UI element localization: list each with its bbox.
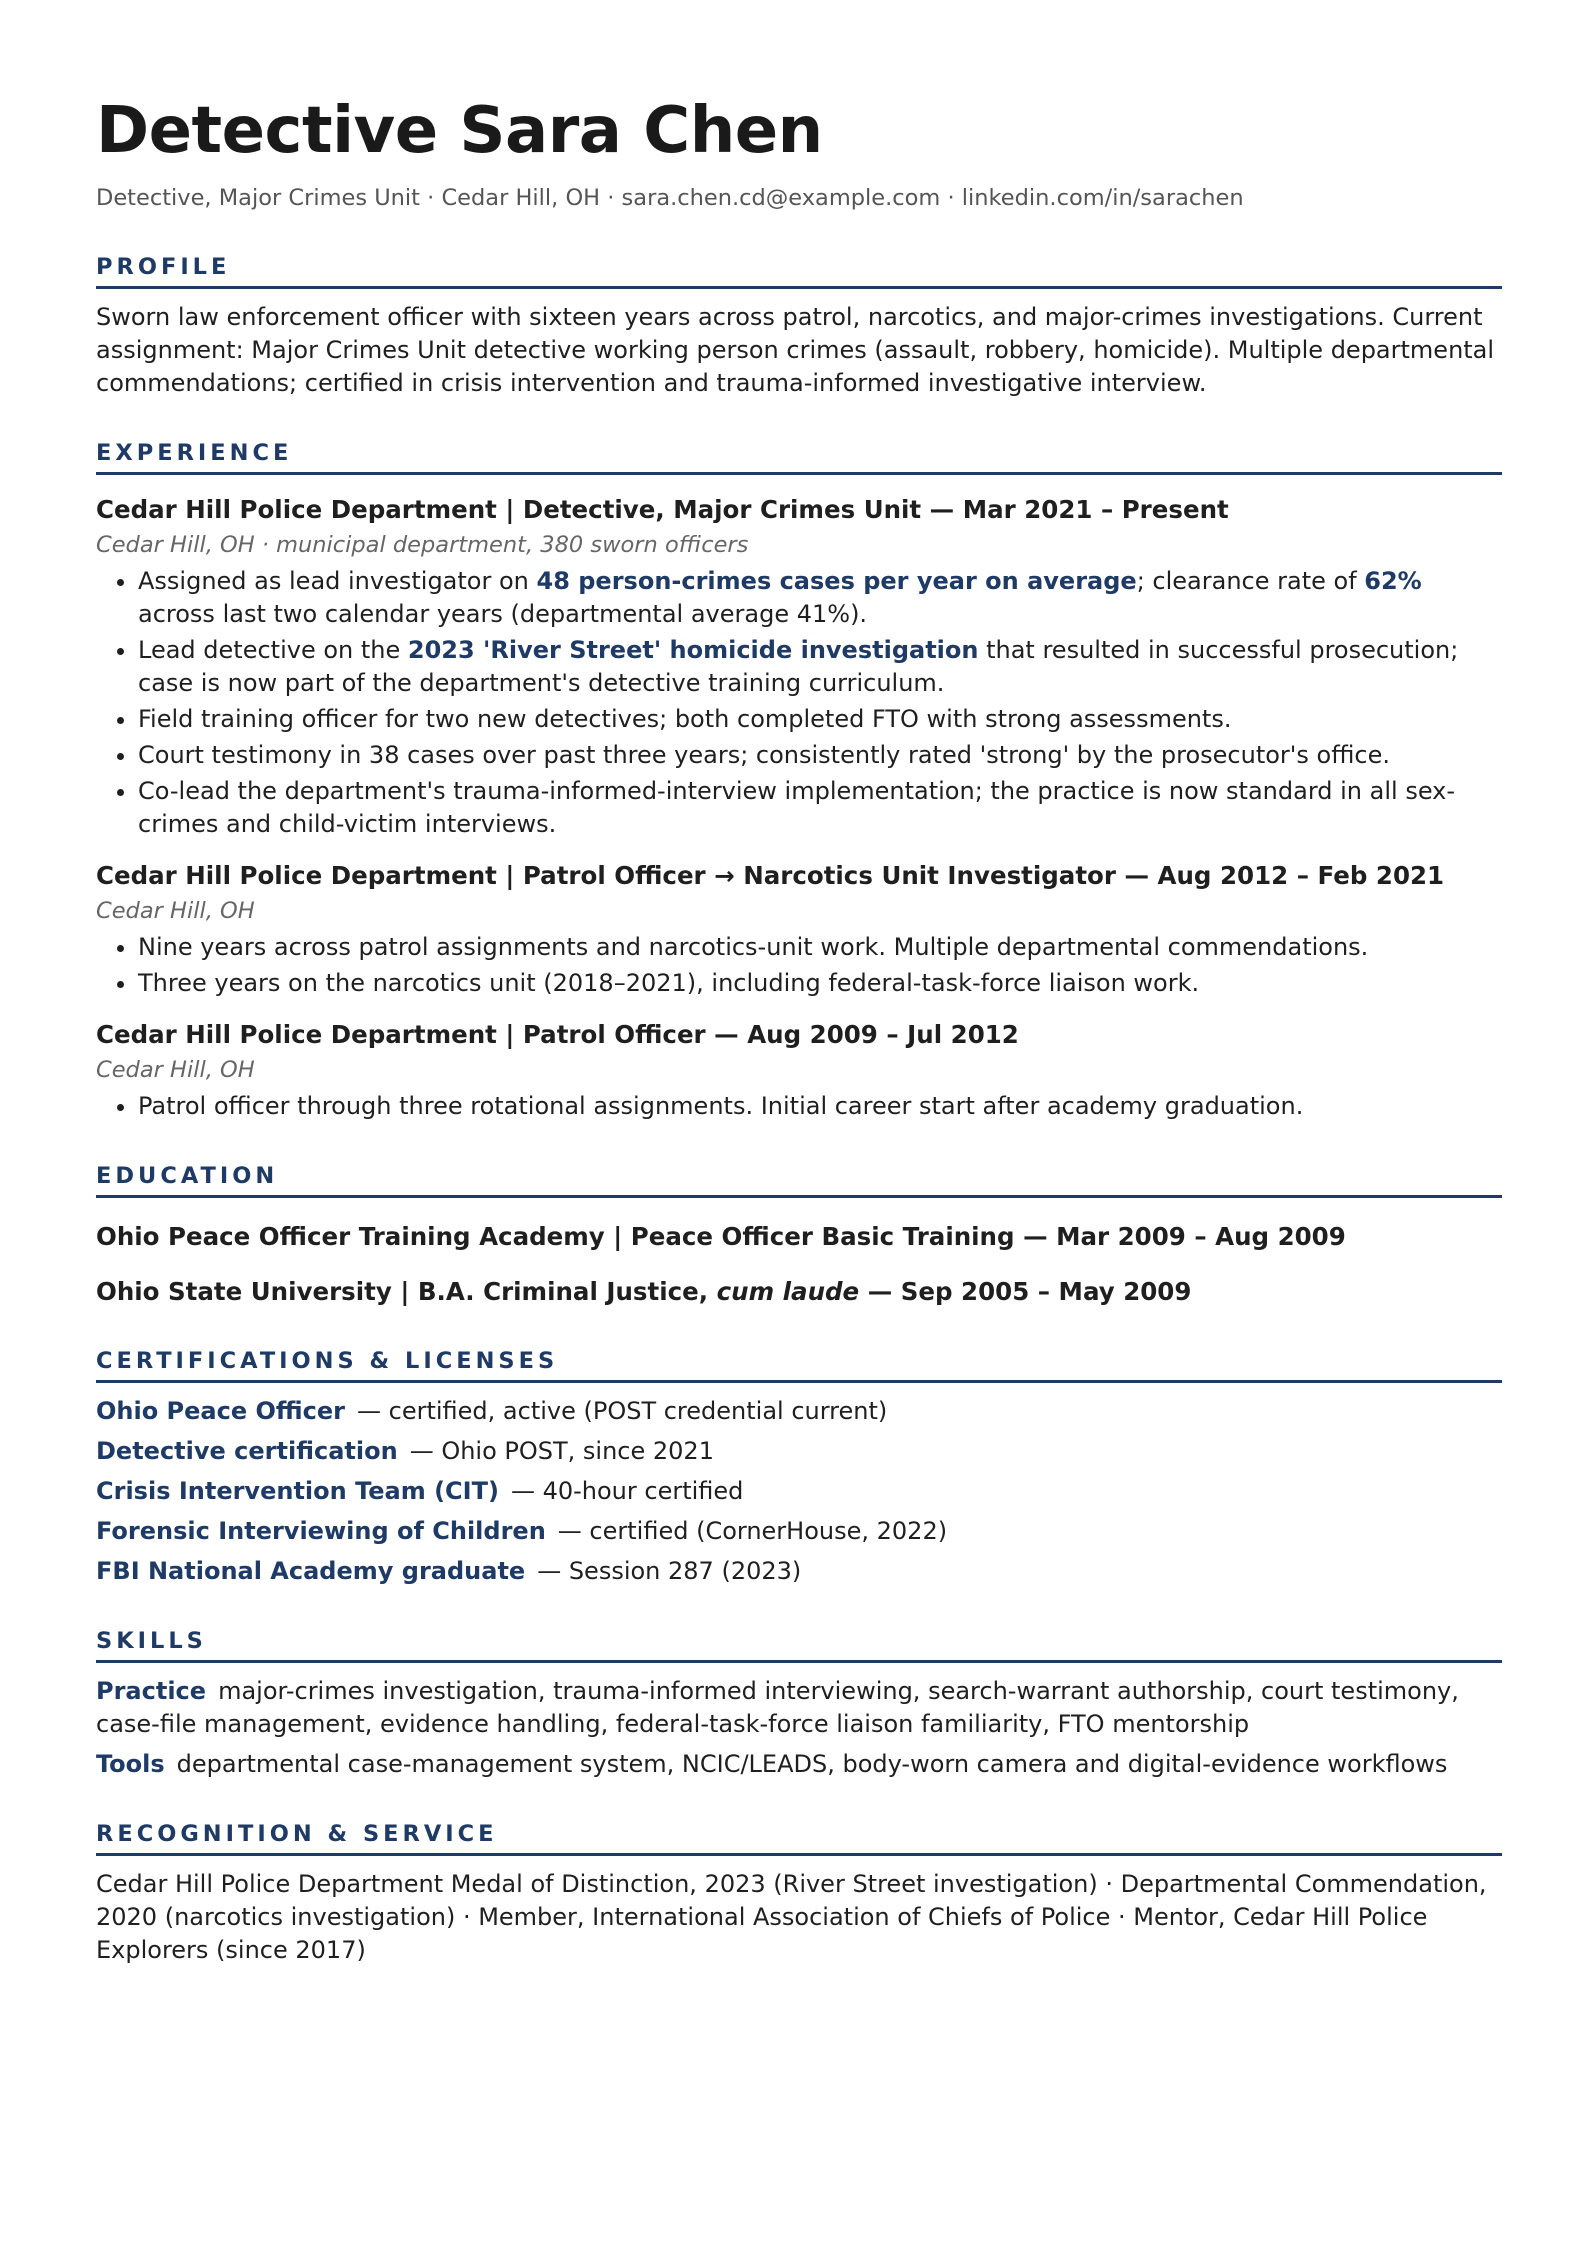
bullet-item — [138, 634, 1502, 700]
certification-row — [96, 1435, 1502, 1468]
certifications-section — [96, 1348, 1502, 1588]
section-title-profile: PROFILE — [96, 254, 1502, 289]
skill-label: Practice — [96, 1676, 207, 1705]
certification-detail: — 40-hour certified — [510, 1476, 744, 1505]
experience-section — [96, 440, 1502, 1123]
certification-row — [96, 1555, 1502, 1588]
job-meta: Cedar Hill, OH — [96, 1056, 255, 1083]
job-bullets — [96, 565, 1502, 841]
candidate-name: Detective Sara Chen — [96, 94, 823, 168]
certification-detail: — Session 287 (2023) — [537, 1556, 802, 1585]
job-entry — [96, 493, 1502, 841]
job-entry — [96, 859, 1502, 1000]
job-heading: Cedar Hill Police Department | Patrol Officer → Narcotics Unit Investigator — Aug 2012 – Feb 2021 — [96, 860, 1445, 890]
skills-section — [96, 1628, 1502, 1781]
section-title-education: EDUCATION — [96, 1163, 1502, 1198]
section-title-experience: EXPERIENCE — [96, 440, 1502, 475]
contact-line: Detective, Major Crimes Unit · Cedar Hill, OH · sara.chen.cd@example.com · linkedin.com/in/sarachen — [96, 185, 1244, 212]
certification-name: Detective certification — [96, 1436, 398, 1465]
job-entry — [96, 1018, 1502, 1123]
job-meta: Cedar Hill, OH — [96, 897, 255, 924]
bullet-item: • Three years on the narcotics unit (2018–2021), including federal-task-force liaison work. — [138, 967, 1502, 1000]
bullet-text: that resulted in successful prosecution; case is now part of the department's detective training curriculum. — [138, 635, 1459, 697]
skill-text: major-crimes investigation, trauma-informed interviewing, search-warrant authorship, court testimony, case-file management, evidence handling, federal-task-force liaison familiarity, FTO mentorship — [96, 1676, 1459, 1738]
job-heading: Cedar Hill Police Department | Patrol Officer — Aug 2009 – Jul 2012 — [96, 1019, 1019, 1049]
certification-detail: — certified, active (POST credential current) — [357, 1396, 888, 1425]
certification-name: Crisis Intervention Team (CIT) — [96, 1476, 499, 1505]
skill-row — [96, 1675, 1502, 1741]
bullet-item: • Co-lead the department's trauma-informed-interview implementation; the practice is now standard in all sex-crimes and child-victim interviews. — [138, 775, 1502, 841]
bullet-item: • Patrol officer through three rotational assignments. Initial career start after academy graduation. — [138, 1090, 1502, 1123]
bullet-text: ; clearance rate of — [1136, 566, 1365, 595]
education-section — [96, 1163, 1502, 1308]
certification-detail: — certified (CornerHouse, 2022) — [557, 1516, 948, 1545]
job-bullets — [96, 931, 1502, 1000]
education-text: Ohio State University | B.A. Criminal Justice, — [96, 1276, 717, 1306]
section-title-recognition: RECOGNITION & SERVICE — [96, 1821, 1502, 1856]
profile-text: Sworn law enforcement officer with sixteen years across patrol, narcotics, and major-crimes investigations. Current assignment: Major Crimes Unit detective working person crimes (assault, robbery, homicide). Multiple departmental commendations; certified in crisis intervention and trauma-informed investigative interview. — [96, 302, 1495, 397]
bullet-item: • Field training officer for two new detectives; both completed FTO with strong assessments. — [138, 703, 1502, 736]
certification-detail: — Ohio POST, since 2021 — [409, 1436, 714, 1465]
certification-row — [96, 1515, 1502, 1548]
job-heading: Cedar Hill Police Department | Detective, Major Crimes Unit — Mar 2021 – Present — [96, 494, 1229, 524]
job-bullets — [96, 1090, 1502, 1123]
highlight-text: 2023 'River Street' homicide investigation — [407, 635, 979, 664]
recognition-section — [96, 1821, 1502, 1967]
profile-section — [96, 254, 1502, 400]
bullet-text: Lead detective on the — [138, 635, 408, 664]
highlight-text: 62% — [1364, 566, 1422, 595]
certification-name: FBI National Academy graduate — [96, 1556, 526, 1585]
section-title-skills: SKILLS — [96, 1628, 1502, 1663]
education-entry — [96, 1275, 1502, 1308]
education-entry: Ohio Peace Officer Training Academy | Peace Officer Basic Training — Mar 2009 – Aug 2009 — [96, 1221, 1346, 1251]
recognition-text: Cedar Hill Police Department Medal of Distinction, 2023 (River Street investigation) · Departmental Commendation, 2020 (narcotics investigation) · Member, International Association of Chiefs of Police · Mentor, Cedar Hill Police Explorers (since 2017) — [96, 1869, 1487, 1964]
honors-text: cum laude — [716, 1276, 860, 1306]
bullet-text: Assigned as lead investigator on — [138, 566, 537, 595]
skill-row — [96, 1748, 1502, 1781]
skill-label: Tools — [96, 1749, 165, 1778]
certification-name: Forensic Interviewing of Children — [96, 1516, 546, 1545]
bullet-item: • Court testimony in 38 cases over past three years; consistently rated 'strong' by the prosecutor's office. — [138, 739, 1502, 772]
job-meta: Cedar Hill, OH · municipal department, 380 sworn officers — [96, 531, 749, 558]
bullet-item — [138, 565, 1502, 631]
education-text: — Sep 2005 – May 2009 — [859, 1276, 1192, 1306]
certification-row — [96, 1395, 1502, 1428]
bullet-item: • Nine years across patrol assignments and narcotics-unit work. Multiple departmental commendations. — [138, 931, 1502, 964]
skill-text: departmental case-management system, NCIC/LEADS, body-worn camera and digital-evidence workflows — [176, 1749, 1448, 1778]
certification-name: Ohio Peace Officer — [96, 1396, 345, 1425]
section-title-certifications: CERTIFICATIONS & LICENSES — [96, 1348, 1502, 1383]
certification-row — [96, 1475, 1502, 1508]
highlight-text: 48 person-crimes cases per year on average — [536, 566, 1137, 595]
bullet-text: across last two calendar years (departmental average 41%). — [138, 599, 868, 628]
